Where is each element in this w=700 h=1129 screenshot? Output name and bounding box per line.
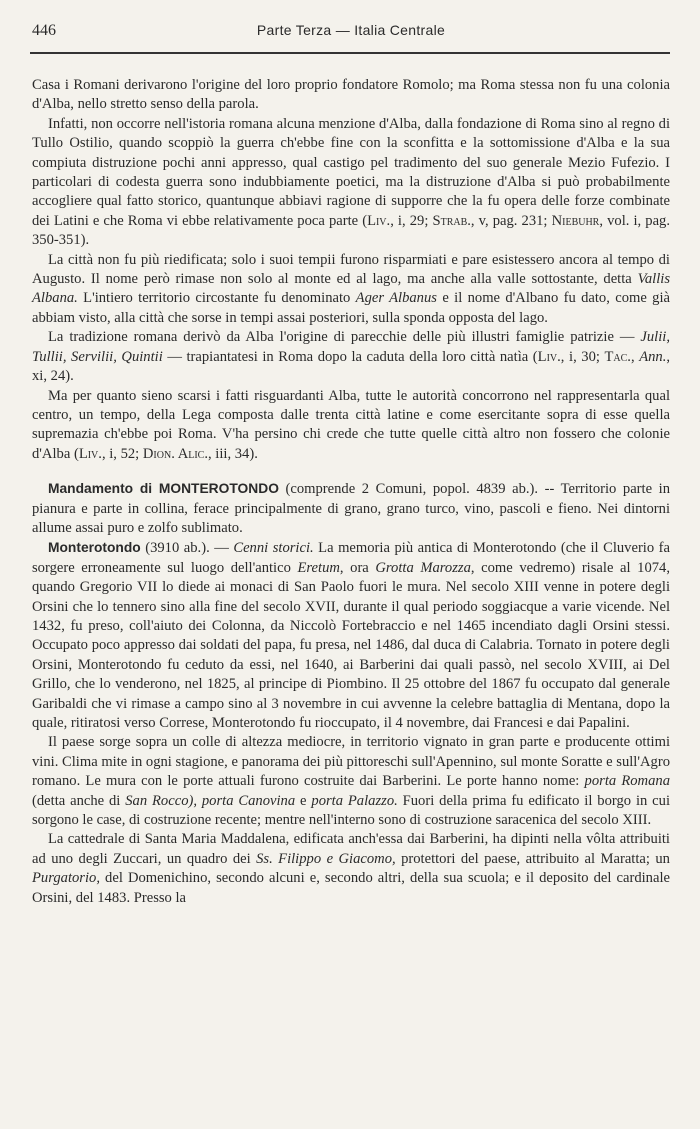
paragraph: Casa i Romani derivarono l'origine del loro proprio fondatore Romolo; ma Roma stessa non fu una colonia d'Alba, nello stretto senso della parola. xyxy=(32,77,670,113)
page-body xyxy=(32,76,670,908)
section-heading: Mandamento di MONTEROTONDO xyxy=(48,481,279,497)
place-heading: Monterotondo xyxy=(48,540,141,556)
paragraph: Ma per quanto sieno scarsi i fatti risguardanti Alba, tutte le autorità concorrono nel rappresentarla qual centro, un tempo, della Lega composta dalle trenta città latine e come esercitante sopra di esse quella supremazia ch'ebbe poi Roma. V'ha persino chi crede che tutte quelle città altro non fossero che colonie d'Alba (Liv., i, 52; Dion. Alic., iii, 34). xyxy=(32,387,670,462)
paragraph: La città non fu più riedificata; solo i suoi tempii furono risparmiati e pare esistessero ancora al tempo di Augusto. Il nome però rimase non solo al monte ed al lago, ma anche alla valle sottostante, detta Vallis Albana. L'intiero territorio circostante fu denominato Ager Albanus e il nome d'Albano fu dato, come già abbiam visto, alla città che sorse in tempi assai posteriori, sulla sponda opposta del lago. xyxy=(32,251,670,326)
paragraph: Il paese sorge sopra un colle di altezza mediocre, in territorio vignato in gran parte e producente ottimi vini. Clima mite in ogni stagione, e panorama dei più pittoreschi sull'Apennino, sul monte Soratte e sull'Agro romano. Le mura con le porte attuali furono costruite dai Barberini. Le porte hanno nome: porta Romana (detta anche di San Rocco), porta Canovina e porta Palazzo. Fuori della prima fu edificato il borgo in cui sorgono le case, di costruzione recente; mentre nell'interno sono di costruzione saracenica del secolo XIII. xyxy=(32,734,671,829)
paragraph: La tradizione romana derivò da Alba l'origine di parecchie delle più illustri famiglie patrizie — Julii, Tullii, Servilii, Quintii — trapiantatesi in Roma dopo la caduta della loro città natìa (Liv., i, 30; Tac., Ann., xi, 24). xyxy=(32,329,671,385)
paragraph: Infatti, non occorre nell'istoria romana alcuna menzione d'Alba, dalla fondazione di Roma sino al regno di Tullo Ostilio, quando scoppiò la guerra ch'ebbe fine con la sconfitta e la sottomissione d'Alba e la sua compiuta distruzione pochi anni appresso, qual castigo pel tradimento del suo generale Mezio Fufezio. I particolari di codesta guerra sono indubbiamente poetici, ma la distruzione d'Alba si può probabilmente accogliere qual fatto storico, quantunque abbiavi ragione di supporre che la fu opera delle forze combinate dei Latini e che Roma vi ebbe relativamente poca parte (Liv., i, 29; Strab., v, pag. 231; Niebuhr, vol. i, pag. 350-351). xyxy=(32,115,670,249)
section-paragraph: Mandamento di MONTEROTONDO (comprende 2 Comuni, popol. 4839 ab.). -- Territorio parte in pianura e parte in collina, ferace principalmente di grano, grano turco, vino, pascoli e fieno. Nei dintorni allume assai puro e zolfo sublimato. xyxy=(32,481,670,536)
paragraph: Monterotondo (3910 ab.). — Cenni storici. La memoria più antica di Monterotondo (che il Cluverio fa sorgere erroneamente sul luogo dell'antico Eretum, ora Grotta Marozza, come vedremo) risale al 1074, quando Gregorio VII lo diede ai monaci di San Paolo fuori le mura. Nel secolo XIII venne in potere degli Orsini che lo tennero sino alla fine del secolo XVII, durante il qual periodo soggiacque a varie vicende. Nel 1432, fu preso, coll'aiuto dei Colonna, da Niccolò Fortebraccio e nel 1465 incendiato dagli Orsini stessi. Occupato poco appresso dai soldati del papa, fu presa, nel 1486, dal duca di Calabria. Tornato in potere degli Orsini, Monterotondo fu ceduto da essi, nel 1640, ai Barberini dai quali passò, nel secolo XVIII, ai Del Grillo, che lo venderono, nel 1825, al principe di Piombino. Il 25 ottobre del 1867 fu occupato dal generale Garibaldi che vi rimase a campo sino al 3 novembre in cui avvenne la celebre battaglia di Mentana, dopo la quale, ritiratosi verso Correse, Monterotondo fu rioccupato, il 4 novembre, dai Francesi e dai Papalini. xyxy=(32,540,670,731)
running-title: Parte Terza — Italia Centrale xyxy=(256,22,446,38)
header-rule xyxy=(30,52,670,54)
page-header xyxy=(32,22,670,46)
page-number: 446 xyxy=(32,22,56,39)
paragraph: La cattedrale di Santa Maria Maddalena, edificata anch'essa dai Barberini, ha dipinti nella vôlta attribuiti ad uno degli Zuccari, un quadro dei Ss. Filippo e Giacomo, protettori del paese, attribuito al Maratta; un Purgatorio, del Domenichino, secondo alcuni e, secondo altri, della sua scuola; e il deposito del cardinale Orsini, del 1483. Presso la xyxy=(32,831,670,906)
